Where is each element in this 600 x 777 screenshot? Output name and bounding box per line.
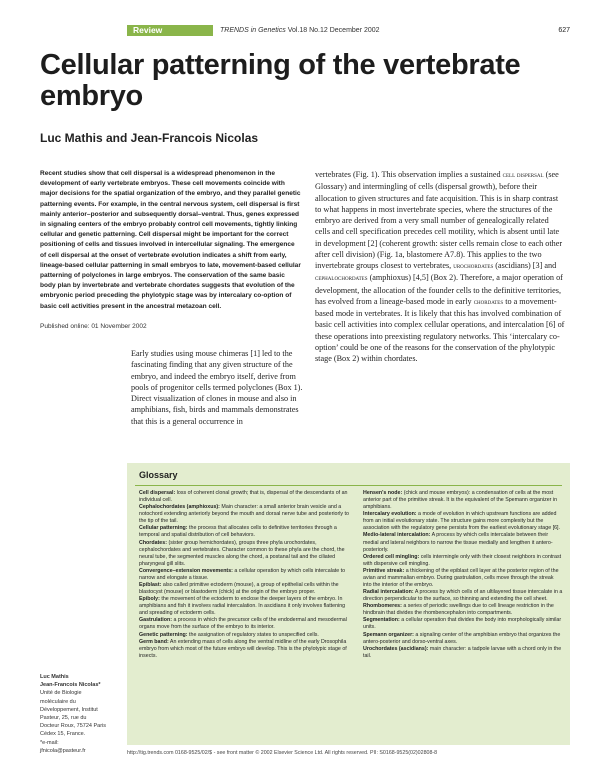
glossary-term: Cephalochordates (amphioxus): [139, 504, 220, 511]
body-segment: (see Glossary) and intermingling of cells (dispersal growth), before their allocation to given structures and fate acquisition. This is in sharp contrast to what happens in most invertebrate species, where the structures of the embryo are derived from a very small number of genealogically related cells and cell specification precedes cell motility, which is absent until late in development [2] (coherent growth: sister cells remain close to each other after cell division) (Fig. 1a, blastomere A7.8). This applies to the two invertebrate groups closest to vertebrates, [315, 170, 563, 270]
glossary-definition: the process that allocates cells to definitive territories through a temporal and spatial distribution of cell behaviors. [139, 525, 337, 539]
glossary-definition: the assignation of regulatory states to unspecified cells. [187, 631, 319, 638]
glossary-term: Epiblast: [139, 582, 162, 589]
glossary-definition: a process in which the precursor cells of the endodermal and mesodermal organs move from the surface of the embryo to its interior. [139, 617, 347, 631]
affiliation-address [40, 689, 120, 755]
glossary-entry [139, 596, 349, 617]
glossary-entry [139, 540, 349, 568]
article-authors: Luc Mathis and Jean-Francois Nicolas [40, 131, 259, 145]
body-text-left: Early studies using mouse chimeras [1] led to the fascinating finding that any given structure of the embryo, and indeed the embryo itself, derive from pools of progenitor cells termed polyclones (Box 1). Direct visualization of clones in mouse and also in amphibians, fish, birds and mammals demonstrates that this is a general occurrence in [131, 349, 303, 426]
glossary-term: Spemann organizer: [363, 631, 414, 638]
glossary-definition: (sister group hemichordates), groups three phyla urochordates, cephalochordates and vertebrates. Character common to these phyla are the chord, the neural tube, the segmented muscles along the chord, a postanal tail and the ciliated pharyngeal gill slits. [139, 539, 345, 567]
glossary-entry [363, 646, 563, 660]
glossary-entry [139, 639, 349, 660]
glossary-definition: a cellular operation that divides the body into morphologically similar units. [363, 617, 562, 631]
glossary-entry [363, 554, 563, 568]
glossary-entry [139, 582, 349, 596]
glossary-term: Primitive streak: [363, 567, 405, 574]
affiliation-line: Docteur Roux, 75724 Paris [40, 723, 107, 730]
glossary-definition: A process by which cells intercalate between their medial and lateral neighbors to narrow the tissue medially and lengthen it antero-posteriorly. [363, 532, 553, 553]
glossary-entry [139, 504, 349, 525]
glossary-term: Cellular patterning: [139, 525, 188, 532]
glossary-entry [139, 617, 349, 631]
glossary-entry [139, 632, 349, 639]
glossary-term: Medio-lateral intercalation: [363, 532, 431, 539]
glossary-entry [363, 490, 563, 511]
affiliation-line: Cédex 15, France. [40, 731, 86, 738]
glossary-divider [135, 485, 562, 486]
glossary-term-ref: cephalochordates [315, 274, 368, 283]
glossary-entry [363, 632, 563, 646]
glossary-definition: Main character: a small anterior brain vesicle and a notochord extending anteriorly beyond the mouth and dorsal nerve tube and posteriorly to the tip of the tail. [139, 504, 349, 525]
glossary-term: Germ band: [139, 638, 169, 645]
glossary-definition: loss of coherent clonal growth; that is, dispersal of the descendants of an individual cell. [139, 490, 348, 504]
glossary-definition: cells intermingle only with their closest neighbors in contrast with dispersive cell mingling. [363, 553, 562, 567]
glossary-definition: An extending mass of cells along the ventral midline of the early Drosophila embryo from which most of the future embryo will develop. This is the phylotypic stage of insects. [139, 638, 347, 659]
glossary-term: Chordates: [139, 539, 167, 546]
glossary-box [127, 463, 570, 745]
glossary-column-left [139, 490, 349, 660]
journal-info [220, 25, 380, 36]
glossary-term: Convergence–extension movements: [139, 567, 233, 574]
glossary-term: Gastrulation: [139, 617, 172, 624]
body-segment: to a movement-based mode in vertebrates. It is likely that this has involved combination of basic cell activities into complex cellular operations, and intercalation [6] of these operations into preexisting regulatory networks. This ‘intercalary co-option’ could be one of the reasons for the conservation of the phylotypic stage (Box 2) within chordates. [315, 296, 565, 363]
affiliation-line: Développement, Institut [40, 706, 98, 713]
glossary-entry [139, 490, 349, 504]
glossary-column-right [363, 490, 563, 660]
section-tab: Review [127, 25, 213, 36]
glossary-term: Genetic patterning: [139, 631, 188, 638]
page-number: 627 [558, 27, 570, 34]
article-abstract: Recent studies show that cell dispersal is a widespread phenomenon in the development of early vertebrate embryos. These cell movements coincide with major decisions for the spatial organization of the embryo, and they parallel genetic patterning events. For example, in the central nervous system, cell dispersal is first mainly anterior–posterior and subsequently dorsal–ventral. Thus, genes expressed in signaling centers of the embryo probably control cell movements, tightly linking cellular and genetic patterning. Cell dispersal might be important for the correct positioning of cells and tissues involved in intercellular signaling. The emergence of cell dispersal at the onset of vertebrate evolution indicates a shift from early, lineage-based cellular patterning in small embryos to late, movement-based cellular patterning of polyclones in large embryos. The conservation of the same basic body plan by invertebrate and vertebrate chordates suggests that evolution of the embryonic period preceding the phylotypic stage was by intercalary co-option of basic cell activities present in the ancestral metazoan cell. [40, 170, 301, 310]
body-segment: (amphioxus) [4,5] (Box 2). Therefore, a major operation of development, the allocation of the founder cells to the definitive territories, has evolved from a lineage-based mode in early [315, 273, 563, 306]
glossary-entry [363, 603, 563, 617]
glossary-definition: a thickening of the epiblast cell layer at the posterior region of the avian and mammalian embryo. During gastrulation, cells move through the streak into the interior of the embryo. [363, 567, 559, 589]
glossary-entry [363, 511, 563, 532]
glossary-definition: (chick and mouse embryos): a condensation of cells at the most anterior part of the primitive streak. It is the equivalent of the Spemann organizer in amphibians. [363, 490, 558, 511]
glossary-term-ref: cell dispersal [502, 171, 544, 179]
glossary-entry [139, 568, 349, 582]
affiliation-name: Jean-Francois Nicolas* [40, 682, 101, 689]
page-header [127, 25, 570, 36]
glossary-entry [363, 617, 563, 631]
glossary-entry [363, 589, 563, 603]
article-title: Cellular patterning of the vertebrate embryo [40, 49, 521, 112]
glossary-title: Glossary [139, 470, 178, 480]
glossary-definition: A process by which cells of an ultilayered tissue intercalate in a direction perpendicular to the surface, so thinning and extending the cell sheet. [363, 589, 563, 603]
page-footer: http://tig.trends.com 0168-9525/02/$ - see front matter © 2002 Elsevier Science Ltd. All rights reserved. PII: S0168-9525(02)02808-8 [127, 750, 438, 756]
affiliation-line: Pasteur, 25, rue du [40, 715, 87, 722]
author-affiliation [40, 673, 120, 755]
glossary-definition: a cellular operation by which cells intercalate to narrow and elongate a tissue. [139, 567, 346, 581]
glossary-term: Segmentation: [363, 617, 400, 624]
body-segment: (ascidians) [3] and [495, 261, 557, 270]
affiliation-line: *e-mail: [40, 739, 59, 746]
body-text-right [315, 169, 565, 364]
glossary-term: Hensen's node: [363, 490, 403, 496]
glossary-term-ref: chordates [473, 297, 504, 306]
affiliation-line: jfnicola@pasteur.fr [40, 747, 86, 754]
glossary-term: Radial intercalation: [363, 589, 414, 596]
journal-name: TRENDS in Genetics [220, 27, 286, 34]
glossary-definition: also called primitive ectoderm (mouse), a group of epithelial cells within the blastocyst (mouse) or blastoderm (chick) at the origin of the embryo proper. [139, 582, 339, 596]
glossary-definition: a series of periodic swellings due to cell lineage restriction in the hindbrain that divides the rhombencephalon into compartments. [363, 603, 554, 617]
glossary-term: Epiboly: [139, 596, 160, 603]
affiliation-name: Luc Mathis [40, 674, 69, 680]
glossary-term: Ordered cell mingling: [363, 553, 420, 560]
glossary-definition: the movement of the ectoderm to enclose the deeper layers of the embryo. In amphibians and fish it involves radial intercalation. In ascidians it only involves flattening and spreading of ectoderm cells. [139, 596, 346, 617]
glossary-definition: main character: a tadpole larvae with a chord only in the tail. [363, 645, 562, 659]
published-date: Published online: 01 November 2002 [40, 323, 147, 330]
glossary-term-ref: urochordates [453, 262, 494, 270]
glossary-term: Cell dispersal: [139, 490, 176, 496]
body-segment: vertebrates (Fig. 1). This observation implies a sustained [315, 170, 501, 179]
glossary-term: Rhombomeres: [363, 603, 402, 610]
glossary-entry [363, 532, 563, 553]
glossary-term: Intercalary evolution: [363, 511, 417, 518]
glossary-term: Urochordates (ascidians): [363, 645, 429, 652]
affiliation-line: moléculaire du [40, 698, 76, 705]
glossary-definition: a signaling center of the amphibian embryo that organizes the antero-posterior and dorso-ventral axes. [363, 631, 561, 645]
journal-issue: Vol.18 No.12 December 2002 [287, 27, 380, 34]
glossary-definition: a mode of evolution in which upstream functions are added from an initial evolutionary state. The structure gains more complexity but the association with the regulatory gene persists from the earliest evolutionary stage [6]. [363, 511, 560, 532]
glossary-entry [363, 568, 563, 589]
glossary-entry [139, 525, 349, 539]
affiliation-line: Unité de Biologie [40, 690, 82, 697]
